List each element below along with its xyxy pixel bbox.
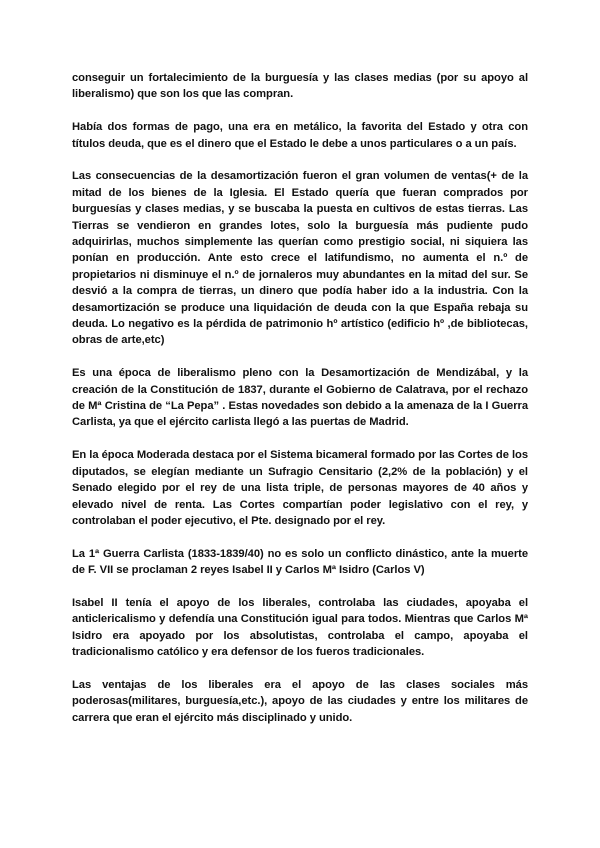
paragraph-4: Es una época de liberalismo pleno con la Desamortización de Mendizábal, y la creación de la Constitución de 1837, durante el Gobierno de Calatrava, por el rechazo de Mª Cristina de “La Pepa” . Estas novedades son debido a la amenaza de la I Guerra Carlista, ya que el ejército carlista llegó a las puertas de Madrid. <box>72 367 528 429</box>
paragraph-8: Las ventajas de los liberales era el apoyo de las clases sociales más poderosas(militares, burguesía,etc.), apoyo de las ciudades y entre los militares de carrera que eran el ejército más disciplinado y unido. <box>72 678 528 724</box>
paragraph-2: Había dos formas de pago, una era en metálico, la favorita del Estado y otra con títulos deuda, que es el dinero que el Estado le debe a unos particulares o a un país. <box>72 121 528 150</box>
paragraph-1: conseguir un fortalecimiento de la burguesía y las clases medias (por su apoyo al liberalismo) que son los que las compran. <box>72 72 528 101</box>
paragraph-6: La 1ª Guerra Carlista (1833-1839/40) no es solo un conflicto dinástico, ante la muerte de F. VII se proclaman 2 reyes Isabel II y Carlos Mª Isidro (Carlos V) <box>72 547 528 577</box>
paragraph-5: En la época Moderada destaca por el Sistema bicameral formado por las Cortes de los diputados, se elegían mediante un Sufragio Censitario (2,2% de la población) y el Senado elegido por el rey de una lista triple, de personas mayores de 40 años y elevado nivel de renta. Las Cortes compartían poder legislativo con el rey, y controlaban el poder ejecutivo, el Pte. designado por el rey. <box>72 449 528 527</box>
paragraph-7: Isabel II tenía el apoyo de los liberales, controlaba las ciudades, apoyaba el anticlericalismo y defendía una Constitución igual para todos. Mientras que Carlos Mª Isidro era apoyado por los absolutistas, controlaba el campo, apoyaba el tradicionalismo católico y era defensor de los fueros tradicionales. <box>72 596 528 659</box>
paragraph-3: Las consecuencias de la desamortización fueron el gran volumen de ventas(+ de la mitad de los bienes de la Iglesia. El Estado quería que fueran comprados por burguesías y clases medias, y se buscaba la puesta en cultivos de estas tierras. Las Tierras se vendieron en grandes lotes, solo la burguesía más pudiente pudo adquirirlas, muchos simplemente las querían como prestigio social, ni siquiera las ponían en producción. Ante esto crece el latifundismo, no aumenta el n.º de propietarios ni disminuye el n.º de jornaleros muy abundantes en la mitad del sur. Se desvió a la compra de tierras, un dinero que podía haber ido a la industria. Con la desamortización se produce una liquidación de deuda con la que España rebaja su deuda. Lo negativo es la pérdida de patrimonio hº artístico (edificio hº ,de bibliotecas, obras de arte,etc) <box>72 170 528 347</box>
body-text <box>72 70 528 743</box>
